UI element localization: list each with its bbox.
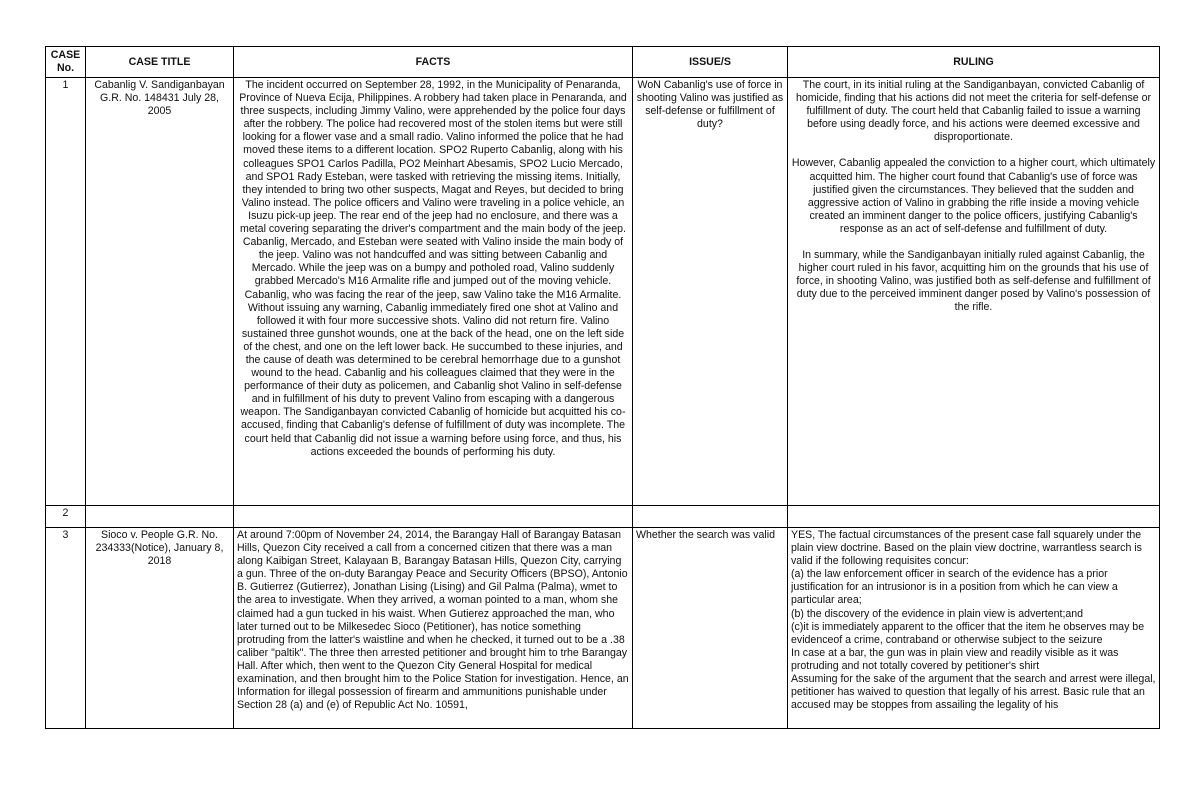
header-issues: ISSUE/S [633, 47, 788, 78]
ruling-cell [788, 528, 1160, 729]
header-ruling: RULING [788, 47, 1160, 78]
ruling-paragraph: The court, in its initial ruling at the Sandiganbayan, convicted Cabanlig of homicide, finding that his actions did not meet the criteria for self-defense or fulfillment of duty. The court held that Cabanlig failed to issue a warning before using deadly force, and his actions were deemed excessive and disproportionate. [795, 79, 1152, 144]
facts-cell [234, 506, 633, 528]
facts-text: At around 7:00pm of November 24, 2014, the Barangay Hall of Barangay Batasan Hills, Quezon City received a call from a concerned citizen that there was a man along Kaibigan Street, Kalayaan B, Barangay Batasan Hills, Quezon City, carrying a gun. Three of the on-duty Barangay Peace and Security Officers (BPSO), Antonio B. Gutierrez (Gutierrez), Jonathan Lising (Lising) and Gil Palma (Palma), wmet to the area to investigate. When they arrived, a woman pointed to a man, whom she claimed had a gun tucked in his waist. When Gutierez approached the man, who later turned out to be Milkesedec Sioco (Petitioner), has notice something protruding from the latter's waistline and when he checked, it turned out to be a .38 caliber "paltik". The three then arrested petitioner and brought him to trhe Barangay Hall. After which, then went to the Quezon City General Hospital for medical examination, and then brought him to the Police Station for investigation. Hence, an Information for illegal possession of firearm and ammunitions punishable under Section 28 (a) and (e) of Republic Act No. 10591, [237, 529, 629, 712]
facts-cell: The incident occurred on September 28, 1992, in the Municipality of Penaranda, Province of Nueva Ecija, Philippines. A robbery had taken place in Penaranda, and three suspects, including Jimmy Valino, were apprehended by the police four days after the robbery. The police had recovered most of the stolen items but were still looking for a flower vase and a small radio. Valino informed the police that he had moved these items to a different location. SPO2 Ruperto Cabanlig, along with his colleagues SPO1 Carlos Padilla, PO2 Meinhart Abesamis, SPO2 Lucio Mercado, and SPO1 Rady Esteban, were tasked with retrieving the missing items. Initially, they intended to bring two other suspects, Magat and Reyes, but decided to bring Valino instead. The police officers and Valino were traveling in a police vehicle, an Isuzu pick-up jeep. The rear end of the jeep had no enclosure, and there was a metal covering separating the driver's compartment and the main body of the jeep. Cabanlig, Mercado, and Esteban were seated with Valino inside the main body of the jeep. Valino was not handcuffed and was sitting between Cabanlig and Mercado. While the jeep was on a bumpy and potholed road, Valino suddenly grabbed Mercado's M16 Armalite rifle and jumped out of the moving vehicle. Cabanlig, who was facing the rear of the jeep, saw Valino take the M16 Armalite. Without issuing any warning, Cabanlig immediately fired one shot at Valino and followed it with four more successive shots. Valino did not return fire. Valino sustained three gunshot wounds, one at the back of the head, one on the left side of the chest, and one on the left lower back. He succumbed to these injuries, and the cause of death was determined to be cerebral hemorrhage due to a gunshot wound to the head. Cabanlig and his colleagues claimed that they were in the performance of their duty as policemen, and Cabanlig shot Valino in self-defense and in fulfillment of his duty to prevent Valino from escaping with a dangerous weapon. The Sandiganbayan convicted Cabanlig of homicide but acquitted his co-accused, finding that Cabanlig's defense of fulfillment of duty was incomplete. The court held that Cabanlig did not issue a warning before using force, and thus, his actions exceeded the bounds of performing his duty. [234, 78, 633, 506]
header-case-no: CASE No. [46, 47, 86, 78]
ruling-line: (a) the law enforcement officer in search of the evidence has a prior justification for an intrusionor is in a position from which he can view a particular area; [791, 568, 1118, 607]
case-title-cell [86, 506, 234, 528]
case-no-cell: 2 [46, 506, 86, 528]
table-row [46, 528, 1160, 729]
issue-cell: WoN Cabanlig's use of force in shooting Valino was justified as self-defense or fulfillment of duty? [633, 78, 788, 506]
table-row [46, 78, 1160, 506]
ruling-line: (c)it is immediately apparent to the officer that the item he observes may be evidenceof a crime, contraband or otherwise subject to the seizure [791, 620, 1145, 646]
case-no-cell: 3 [46, 528, 86, 729]
case-no-cell: 1 [46, 78, 86, 506]
issue-cell [633, 506, 788, 528]
header-facts: FACTS [234, 47, 633, 78]
ruling-line: YES, The factual circumstances of the present case fall squarely under the plain view doctrine. Based on the plain view doctrine, warrantless search is valid if the following requisites concur: [791, 529, 1142, 568]
ruling-paragraph: However, Cabanlig appealed the conviction to a higher court, which ultimately acquitted him. The higher court found that Cabanlig's use of force was justified given the circumstances. They believed that the sudden and aggressive action of Valino in grabbing the rifle inside a moving vehicle created an imminent danger to the police officers, justifying Cabanlig's response as an act of self-defense and fulfillment of duty. [791, 157, 1156, 235]
issue-cell: Whether the search was valid [633, 528, 788, 729]
ruling-cell [788, 506, 1160, 528]
case-digest-table [45, 46, 1160, 729]
header-row [46, 47, 1160, 78]
ruling-cell [788, 78, 1160, 506]
case-title-cell: Sioco v. People G.R. No. 234333(Notice), January 8, 2018 [86, 528, 234, 729]
ruling-paragraph: In summary, while the Sandiganbayan initially ruled against Cabanlig, the higher court ruled in his favor, acquitting him on the grounds that his use of force, in shooting Valino, was justified both as self-defense and fulfillment of duty due to the perceived imminent danger posed by Valino's possession of the rifle. [796, 249, 1151, 314]
case-title-cell: Cabanlig V. Sandiganbayan G.R. No. 148431 July 28, 2005 [86, 78, 234, 506]
facts-cell [234, 528, 633, 729]
ruling-line: (b) the discovery of the evidence in plain view is advertent;and [791, 607, 1084, 620]
header-case-title: CASE TITLE [86, 47, 234, 78]
ruling-line: In case at a bar, the gun was in plain view and readily visible as it was protruding and not totally covered by petitioner's shirt [791, 646, 1119, 672]
table-row [46, 506, 1160, 528]
ruling-line: Assuming for the sake of the argument that the search and arrest were illegal, petitioner has waived to question that legally of his arrest. Basic rule that an accused may be stoppes from assailing the legality of his [791, 673, 1156, 712]
